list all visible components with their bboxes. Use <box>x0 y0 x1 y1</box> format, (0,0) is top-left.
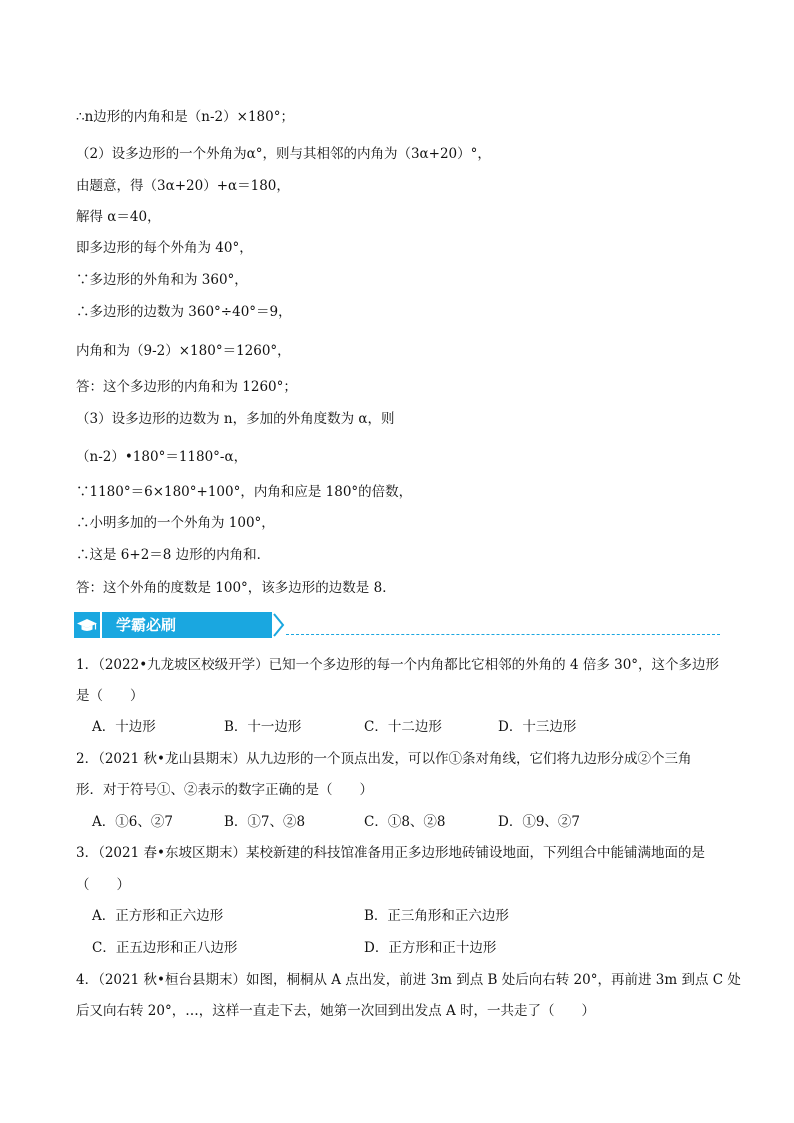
question-3-text: （ ） <box>76 877 130 893</box>
question-1-option-b: B．十一边形 <box>224 719 302 735</box>
question-1-text: 1．（2022•九龙坡区校级开学）已知一个多边形的每一个内角都比它相邻的外角的 4 倍多 30°，这个多边形 <box>76 657 720 673</box>
solution-line: ∴n边形的内角和是（n-2）×180°； <box>76 109 294 125</box>
question-2-option-c: C．①8、②8 <box>364 814 446 830</box>
solution-line: ∵1180°＝6×180°+100°，内角和应是 180°的倍数， <box>76 484 413 500</box>
solution-line: ∵多边形的外角和为 360°， <box>76 272 248 288</box>
solution-line: 由题意，得（3α+20）+α＝180， <box>76 178 290 194</box>
question-2-text: 形．对于符号①、②表示的数字正确的是（ ） <box>76 782 373 798</box>
question-1-option-c: C．十二边形 <box>364 719 442 735</box>
question-3-option-b: B．正三角形和正六边形 <box>364 908 509 924</box>
solution-line: ∴这是 6+2＝8 边形的内角和． <box>76 547 271 563</box>
solution-line: （2）设多边形的一个外角为α°，则与其相邻的内角为（3α+20）°， <box>76 146 491 162</box>
solution-line: 答：这个外角的度数是 100°，该多边形的边数是 8． <box>76 580 396 596</box>
solution-line: ∴多边形的边数为 360°÷40°＝9， <box>76 304 292 320</box>
question-3-text: 3．（2021 春•东坡区期末）某校新建的科技馆准备用正多边形地砖铺设地面，下列组合中能铺满地面的是 <box>76 845 705 861</box>
solution-line: 解得 α＝40， <box>76 209 161 225</box>
solution-line: （n-2）•180°＝1180°-α， <box>76 449 248 465</box>
question-2-option-b: B．①7、②8 <box>224 814 306 830</box>
question-2-option-a: A．①6、②7 <box>92 814 173 830</box>
question-4-text: 4．（2021 秋•桓台县期末）如图，桐桐从 A 点出发，前进 3m 到点 B 处后向右转 20°，再前进 3m 到点 C 处 <box>76 972 741 988</box>
solution-line: （3）设多边形的边数为 n，多加的外角度数为 α，则 <box>76 411 395 427</box>
section-banner <box>74 612 720 638</box>
graduation-cap-icon <box>74 612 100 638</box>
question-2-option-d: D．①9、②7 <box>498 814 581 830</box>
question-3-option-a: A．正方形和正六边形 <box>92 908 224 924</box>
banner-label: 学霸必刷 <box>116 616 177 634</box>
banner-divider <box>286 634 720 635</box>
solution-line: ∴小明多加的一个外角为 100°， <box>76 515 275 531</box>
solution-line: 即多边形的每个外角为 40°， <box>76 240 253 256</box>
question-3-option-c: C．正五边形和正八边形 <box>92 940 238 956</box>
question-3-option-d: D．正方形和正十边形 <box>364 940 497 956</box>
question-1-text: 是（ ） <box>76 688 144 704</box>
question-4-text: 后又向右转 20°，…，这样一直走下去，她第一次回到出发点 A 时，一共走了（ ） <box>76 1003 596 1019</box>
solution-line: 内角和为（9-2）×180°＝1260°， <box>76 343 291 359</box>
question-2-text: 2．（2021 秋•龙山县期末）从九边形的一个顶点出发，可以作①条对角线，它们将九边形分成②个三角 <box>76 751 692 767</box>
question-1-option-a: A．十边形 <box>92 719 156 735</box>
solution-line: 答：这个多边形的内角和为 1260°； <box>76 379 297 395</box>
chevron-right-icon <box>272 612 286 638</box>
question-1-option-d: D．十三边形 <box>498 719 577 735</box>
